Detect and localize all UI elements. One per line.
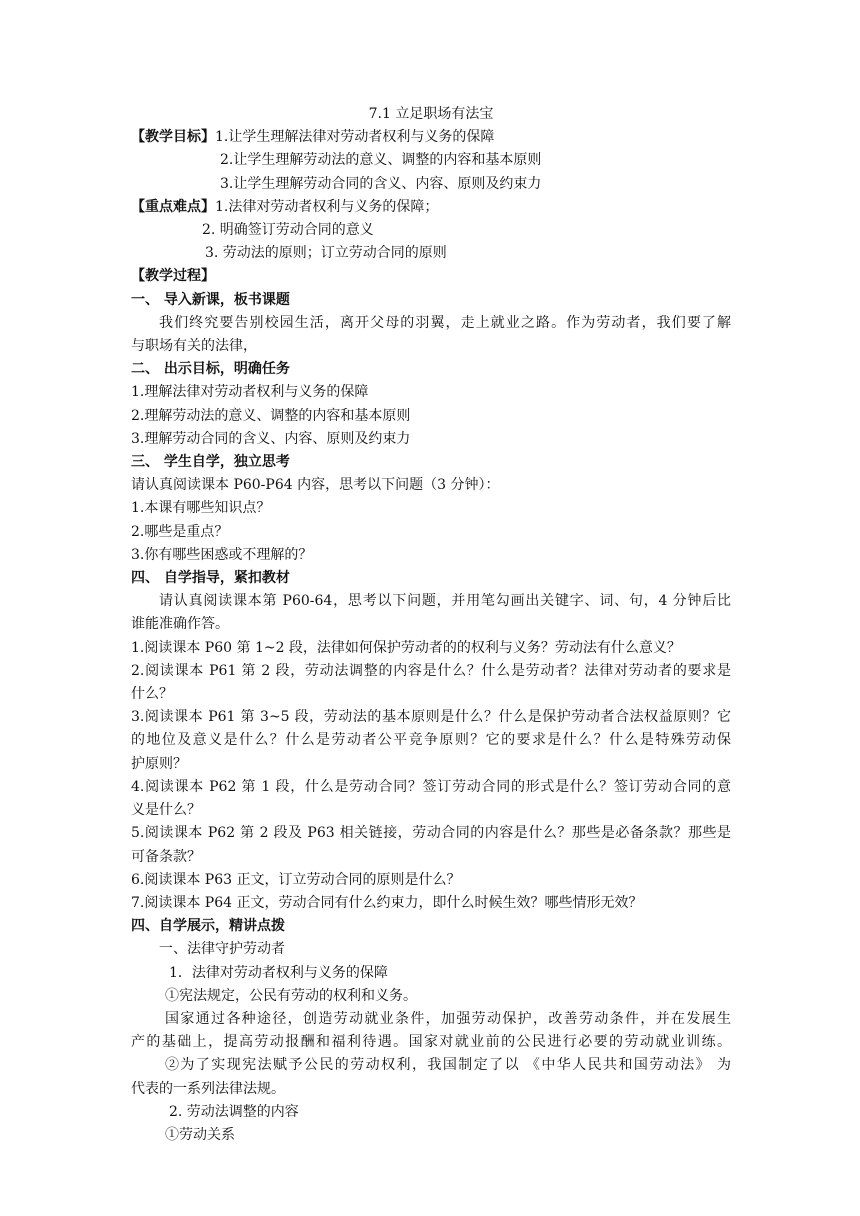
- section-4-intro: 请认真阅读课本第 P60-64，思考以下问题，并用笔勾画出关键字、词、句，4 分钟后比: [159, 593, 731, 610]
- objectives-line-1: [131, 126, 731, 149]
- key-point-item: 2. 明确签订劳动合同的意义: [202, 222, 374, 239]
- paragraph: 国家通过各种途径，创造劳动就业条件，加强劳动保护，改善劳动条件，并在发展生: [165, 1010, 731, 1027]
- list-item: 1.本课有哪些知识点？: [131, 500, 271, 517]
- section-5-heading: 四、自学展示，精讲点拨: [131, 918, 285, 935]
- section-1-paragraph: 我们终究要告别校园生活，离开父母的羽翼，走上就业之路。作为劳动者，我们要了解: [159, 314, 731, 331]
- section-1-heading: 一、 导入新课，板书课题: [131, 291, 290, 308]
- subheading: 1．法律对劳动者权利与义务的保障: [169, 964, 388, 981]
- section-1-paragraph: 与职场有关的法律，: [131, 338, 257, 355]
- paragraph: ②为了实现宪法赋予公民的劳动权利，我国制定了以 《中华人民共和国劳动法》 为: [165, 1057, 731, 1074]
- section-2-heading: 二、 出示目标，明确任务: [131, 361, 290, 378]
- list-item: 3.理解劳动合同的含义、内容、原则及约束力: [131, 430, 411, 447]
- list-item: 2.理解劳动法的意义、调整的内容和基本原则: [131, 407, 411, 424]
- objective-item: 3.让学生理解劳动合同的含义、内容、原则及约束力: [220, 175, 542, 192]
- section-3-heading: 三、 学生自学，独立思考: [131, 454, 290, 471]
- paragraph: 代表的一系列法律法规。: [131, 1080, 285, 1097]
- list-item: 1.理解法律对劳动者权利与义务的保障: [131, 384, 369, 401]
- question-item: 护原则？: [131, 755, 187, 772]
- question-item: 3.阅读课本 P61 第 3~5 段，劳动法的基本原则是什么？什么是保护劳动者合法权益原则？它: [131, 709, 731, 726]
- key-points-line-1: [131, 196, 731, 219]
- list-item: 2.哪些是重点？: [131, 523, 229, 540]
- section-4-heading: 四、 自学指导，紧扣教材: [131, 570, 290, 587]
- paragraph: ①宪法规定，公民有劳动的权利和义务。: [165, 987, 417, 1004]
- key-points-label: 【重点难点】: [131, 198, 215, 215]
- key-point-item: 3. 劳动法的原则；订立劳动合同的原则: [205, 245, 447, 262]
- objective-item: 1.让学生理解法律对劳动者权利与义务的保障: [215, 129, 495, 146]
- paragraph: 产的基础上，提高劳动报酬和福利待遇。国家对就业前的公民进行必要的劳动就业训练。: [131, 1034, 731, 1051]
- question-item: 1.阅读课本 P60 第 1~2 段，法律如何保护劳动者的的权利与义务？劳动法有什么意义？: [131, 639, 681, 656]
- list-item: 3.你有哪些困惑或不理解的？: [131, 546, 313, 563]
- subheading: 2. 劳动法调整的内容: [169, 1103, 299, 1120]
- document-page: [131, 103, 731, 1147]
- question-item: 7.阅读课本 P64 正文，劳动合同有什么约束力，即什么时候生效？哪些情形无效？: [131, 894, 643, 911]
- question-item: 义是什么？: [131, 802, 201, 819]
- question-item: 的地位及意义是什么？什么是劳动者公平竞争原则？它的要求是什么？什么是特殊劳动保: [131, 732, 731, 749]
- key-point-item: 1.法律对劳动者权利与义务的保障；: [215, 198, 439, 215]
- question-item: 什么？: [131, 686, 173, 703]
- question-item: 可备条款？: [131, 848, 201, 865]
- section-3-intro: 请认真阅读课本 P60-P64 内容，思考以下问题（3 分钟）：: [131, 477, 500, 494]
- question-item: 6.阅读课本 P63 正文，订立劳动合同的原则是什么？: [131, 871, 461, 888]
- document-title: 7.1 立足职场有法宝: [368, 106, 494, 122]
- question-item: 2.阅读课本 P61 第 2 段，劳动法调整的内容是什么？什么是劳动者？法律对劳动者的要求是: [131, 662, 731, 679]
- process-heading: 【教学过程】: [131, 268, 215, 285]
- objective-item: 2.让学生理解劳动法的意义、调整的内容和基本原则: [220, 152, 542, 169]
- question-item: 5.阅读课本 P62 第 2 段及 P63 相关链接，劳动合同的内容是什么？那些是必备条款？那些是: [131, 825, 731, 842]
- subheading: 一、法律守护劳动者: [159, 941, 285, 958]
- objectives-label: 【教学目标】: [131, 129, 215, 146]
- question-item: 4.阅读课本 P62 第 1 段，什么是劳动合同？签订劳动合同的形式是什么？签订劳动合同的意: [131, 778, 731, 795]
- section-4-intro: 谁能准确作答。: [131, 616, 229, 633]
- paragraph: ①劳动关系: [165, 1126, 235, 1143]
